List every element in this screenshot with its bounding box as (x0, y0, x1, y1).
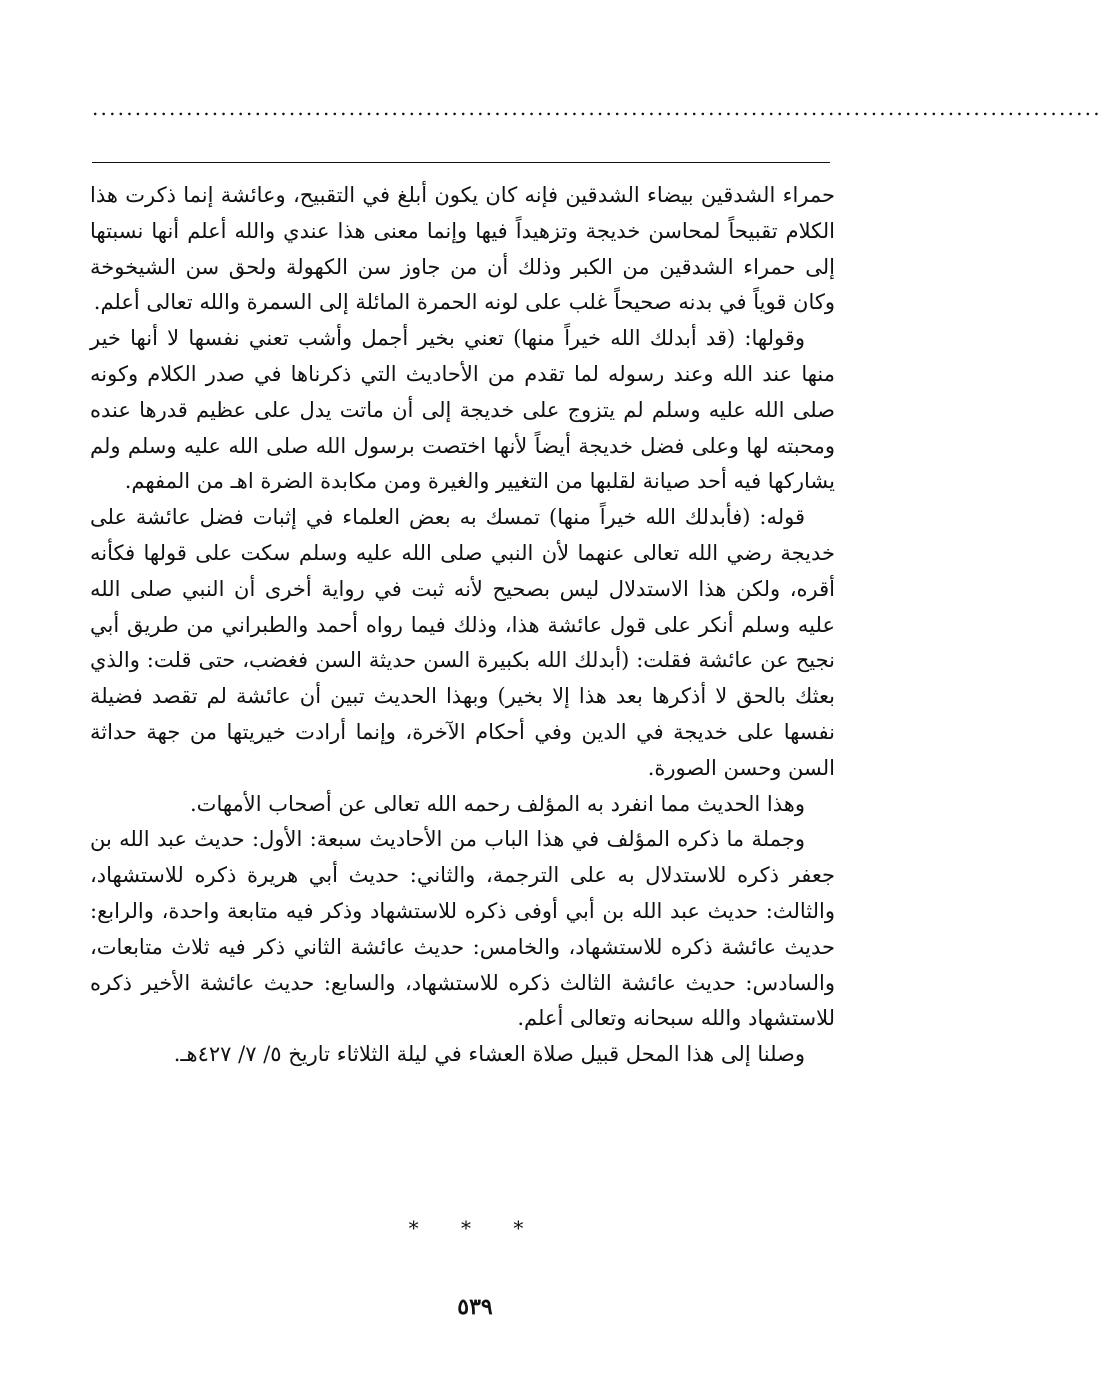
paragraph: قوله: (فأبدلك الله خيراً منها) تمسك به بعض العلماء في إثبات فضل عائشة على خديجة رضي الله تعالى عنهما لأن النبي صلى الله عليه وسلم سكت على قولها فكأنه أقره، ولكن هذا الاستدلال ليس بصحيح لأنه ثبت في رواية أخرى أن النبي صلى الله عليه وسلم أنكر على قول عائشة هذا، وذلك فيما رواه أحمد والطبراني من طريق أبي نجيح عن عائشة فقلت: (أبدلك الله بكبيرة السن حديثة السن فغضب، حتى قلت: والذي بعثك بالحق لا أذكرها بعد هذا إلا بخير) وبهذا الحديث تبين أن عائشة لم تقصد فضيلة نفسها على خديجة في الدين وفي أحكام الآخرة، وإنما أرادت خيريتها من جهة حداثة السن وحسن الصورة. (90, 505, 835, 780)
header-rule (92, 162, 830, 163)
header-dotted-line: ...................................................................................................................... (92, 96, 1102, 120)
commentary-text (90, 178, 835, 1073)
paragraph: وجملة ما ذكره المؤلف في هذا الباب من الأحاديث سبعة: الأول: حديث عبد الله بن جعفر ذكره للاستدلال به على الترجمة، والثاني: حديث أبي هريرة ذكره للاستشهاد، والثالث: حديث عبد الله بن أبي أوفى ذكره للاستشهاد وذكر فيه متابعة واحدة، والرابع: حديث عائشة ذكره للاستشهاد، والخامس: حديث عائشة الثاني ذكر فيه ثلاث متابعات، والسادس: حديث عائشة الثالث ذكره للاستشهاد، والسابع: حديث عائشة الأخير ذكره للاستشهاد والله سبحانه وتعالى أعلم. (90, 827, 835, 1031)
paragraph: وقولها: (قد أبدلك الله خيراً منها) تعني بخير أجمل وأشب تعني نفسها لا أنها خير منها عند الله وعند رسوله لما تقدم من الأحاديث التي ذكرناها في صدر الكلام وكونه صلى الله عليه وسلم لم يتزوج على خديجة إلى أن ماتت يدل على عظيم قدرها عنده ومحبته لها وعلى فضل خديجة أيضاً لأنها اختصت برسول الله صلى الله عليه وسلم ولم يشاركها فيه أحد صيانة لقلبها من التغيير والغيرة ومن مكابدة الضرة اهـ من المفهم. (90, 326, 835, 494)
page-number: ٥٣٩ (457, 1294, 493, 1320)
paragraph: وصلنا إلى هذا المحل قبيل صلاة العشاء في ليلة الثلاثاء تاريخ ٥/ ٧/ ٤٢٧هـ. (173, 1042, 805, 1067)
paragraph: وهذا الحديث مما انفرد به المؤلف رحمه الله تعالى عن أصحاب الأمهات. (190, 791, 805, 816)
paragraph: حمراء الشدقين بيضاء الشدقين فإنه كان يكون أبلغ في التقبيح، وعائشة إنما ذكرت هذا الكلام تقبيحاً لمحاسن خديجة وتزهيداً فيها وإنما معنى هذا عندي والله أعلم أنها نسبتها إلى حمراء الشدقين من الكبر وذلك أن من جاوز سن الكهولة ولحق سن الشيخوخة وكان قوياً في بدنه صحيحاً غلب على لونه الحمرة المائلة إلى السمرة والله تعالى أعلم. (90, 183, 835, 315)
section-separator: * * * (408, 1216, 542, 1240)
